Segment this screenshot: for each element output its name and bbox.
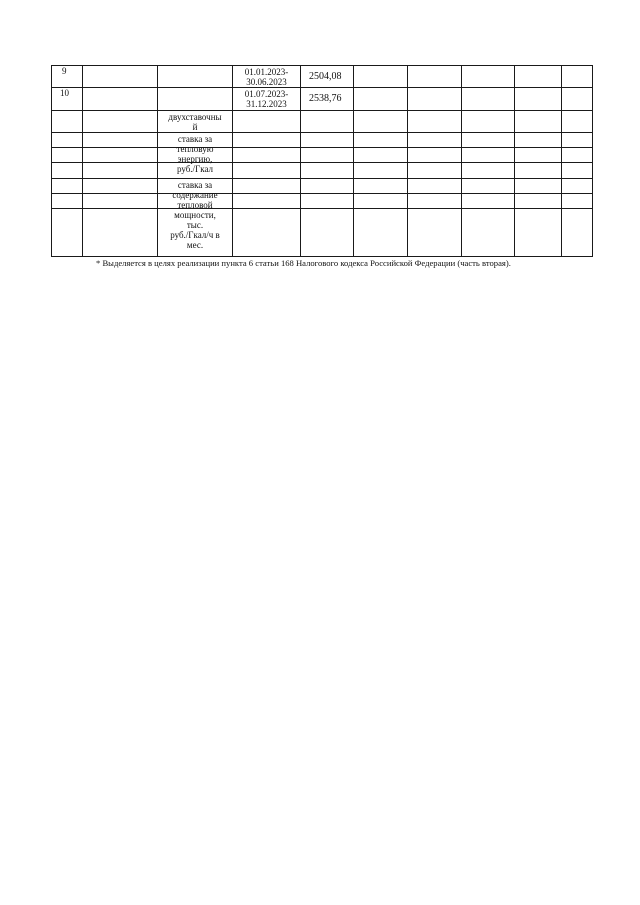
row-line: [51, 178, 593, 179]
col-line: [561, 65, 562, 257]
energy-rate-label: ставка за тепловую энергию, руб./Гкал: [176, 134, 214, 174]
tariff-value: 2538,76: [309, 93, 342, 104]
row-line: [51, 256, 593, 257]
capacity-rate-label: ставка за содержание тепловой мощности, тыс. руб./Гкал/ч в мес.: [170, 180, 220, 250]
period-cell: 01.07.2023- 31.12.2023: [244, 89, 289, 109]
col-line: [514, 65, 515, 257]
col-line: [51, 65, 52, 257]
row-line: [51, 65, 593, 66]
row-line: [51, 193, 593, 194]
col-line: [353, 65, 354, 257]
footnote: * Выделяется в целях реализации пункта 6 статьи 168 Налогового кодекса Российской Федерации (часть вторая).: [96, 258, 511, 268]
row-line: [51, 147, 593, 148]
col-line: [300, 65, 301, 257]
row-line: [51, 110, 593, 111]
col-line: [592, 65, 593, 257]
col-line: [82, 65, 83, 257]
row-number: 9: [62, 66, 67, 76]
row-line: [51, 132, 593, 133]
row-line: [51, 87, 593, 88]
row-line: [51, 208, 593, 209]
row-number: 10: [60, 88, 69, 98]
tariff-value: 2504,08: [309, 71, 342, 82]
col-line: [407, 65, 408, 257]
col-line: [461, 65, 462, 257]
period-cell: 01.01.2023- 30.06.2023: [244, 67, 289, 87]
row-line: [51, 162, 593, 163]
two-part-tariff-label: двухставочны й: [168, 112, 222, 132]
